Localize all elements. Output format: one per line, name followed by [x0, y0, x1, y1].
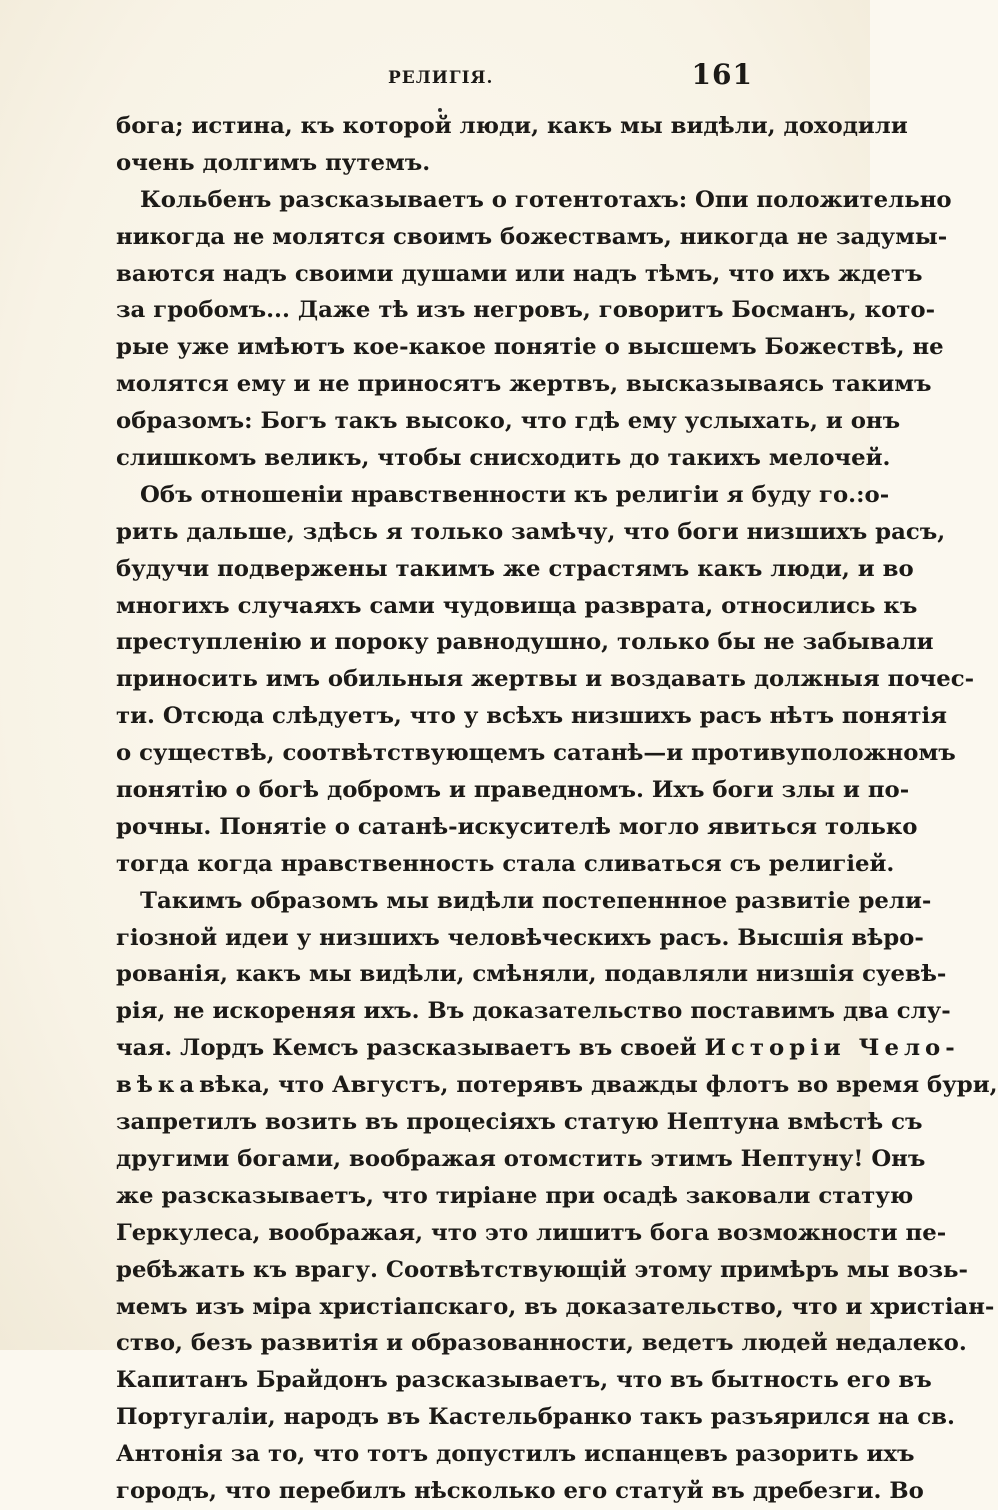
text-line: рые уже имѣютъ кое-какое понятіе о высшемъ Божествѣ, не: [116, 334, 944, 361]
text-line: Капитанъ Брайдонъ разсказываетъ, что въ бытность его въ: [116, 1367, 932, 1394]
page-number: 161: [691, 58, 753, 91]
text-line: Кольбенъ разсказываетъ о готентотахъ: Опи положительно: [140, 186, 952, 213]
text-line: запретилъ возить въ процесіяхъ статую Нептуна вмѣстѣ съ: [116, 1109, 923, 1136]
text-line: мемъ изъ міра христіапскаго, въ доказательство, что и христіан-: [116, 1293, 995, 1320]
text-line: никогда не молятся своимъ божествамъ, никогда не задумы-: [116, 223, 948, 250]
text-line-with-title: [116, 1067, 998, 1104]
text-line: приносить имъ обильныя жертвы и воздавать должныя почес-: [116, 666, 975, 693]
text-line: другими богами, воображая отомстить этимъ Нептуну! Онъ: [116, 1145, 926, 1172]
text-fragment: вѣка, что Августъ, потерявъ дважды флотъ во время бури,: [199, 1072, 998, 1099]
text-line: рованія, какъ мы видѣли, смѣняли, подавляли низшія суевѣ-: [116, 961, 947, 988]
text-line: за гробомъ... Даже тѣ изъ негровъ, говоритъ Босманъ, кото-: [116, 297, 936, 324]
book-title-emphasis: Исторіи Чело-: [704, 1035, 960, 1062]
text-line: Такимъ образомъ мы видѣли постепеннное развитіе рели-: [140, 887, 932, 914]
text-line: Геркулеса, воображая, что это лишитъ бога возможности пе-: [116, 1219, 947, 1246]
text-line: молятся ему и не приносятъ жертвъ, высказываясь такимъ: [116, 371, 932, 398]
text-line: ство, безъ развитія и образованности, ведетъ людей недалеко.: [116, 1330, 967, 1357]
text-line: очень долгимъ путемъ.: [116, 149, 431, 176]
text-line: рочны. Понятіе о сатанѣ-искусителѣ могло явиться только: [116, 813, 918, 840]
text-line: ти. Отсюда слѣдуетъ, что у всѣхъ низшихъ расъ нѣтъ понятія: [116, 703, 947, 730]
text-line: рить дальше, здѣсь я только замѣчу, что боги низшихъ расъ,: [116, 518, 946, 545]
text-line: гіозной идеи у низшихъ человѣческихъ расъ. Высшія вѣро-: [116, 924, 924, 951]
text-line: многихъ случаяхъ сами чудовища разврата, относились къ: [116, 592, 918, 619]
text-line: о существѣ, соотвѣтствующемъ сатанѣ—и противуположномъ: [116, 740, 956, 767]
text-line: Португаліи, народъ въ Кастельбранко такъ разъярился на св.: [116, 1404, 955, 1431]
text-line: ваются надъ своими душами или надъ тѣмъ, что ихъ ждетъ: [116, 260, 923, 287]
book-title-emphasis: вѣка: [116, 1072, 200, 1099]
text-line: Антонія за то, что тотъ допустилъ испанцевъ разорить ихъ: [116, 1441, 915, 1468]
text-line: понятію о богѣ добромъ и праведномъ. Ихъ боги злы и по-: [116, 777, 910, 804]
text-line: бога; истина, къ которой люди, какъ мы видѣли, доходили: [116, 113, 908, 139]
text-line-with-title: [116, 1030, 960, 1067]
text-fragment: чая. Лордъ Кемсъ разсказываетъ въ своей: [116, 1035, 697, 1062]
page-header: [118, 58, 753, 92]
text-line: тогда когда нравственность стала сливаться съ религіей.: [116, 850, 895, 877]
running-title: РЕЛИГІЯ.: [388, 68, 494, 88]
text-line: городъ, что перебилъ нѣсколько его статуй въ дребезги. Во: [116, 1477, 924, 1504]
text-line: ребѣжать къ врагу. Соотвѣтствующій этому примѣръ мы возь-: [116, 1256, 968, 1283]
text-line: слишкомъ великъ, чтобы снисходить до такихъ мелочей.: [116, 445, 891, 472]
text-line: будучи подвержены такимъ же страстямъ какъ люди, и во: [116, 555, 914, 582]
text-line: рія, не искореняя ихъ. Въ доказательство поставимъ два слу-: [116, 998, 951, 1025]
text-line: Объ отношеніи нравственности къ религіи я буду го.:о-: [140, 481, 890, 508]
body-text: [116, 108, 998, 1510]
text-line: образомъ: Богъ такъ высоко, что гдѣ ему услыхать, и онъ: [116, 408, 901, 435]
text-line: же разсказываетъ, что тиріане при осадѣ заковали статую: [116, 1182, 914, 1209]
text-line: преступленію и пороку равнодушно, только бы не забывали: [116, 629, 934, 656]
